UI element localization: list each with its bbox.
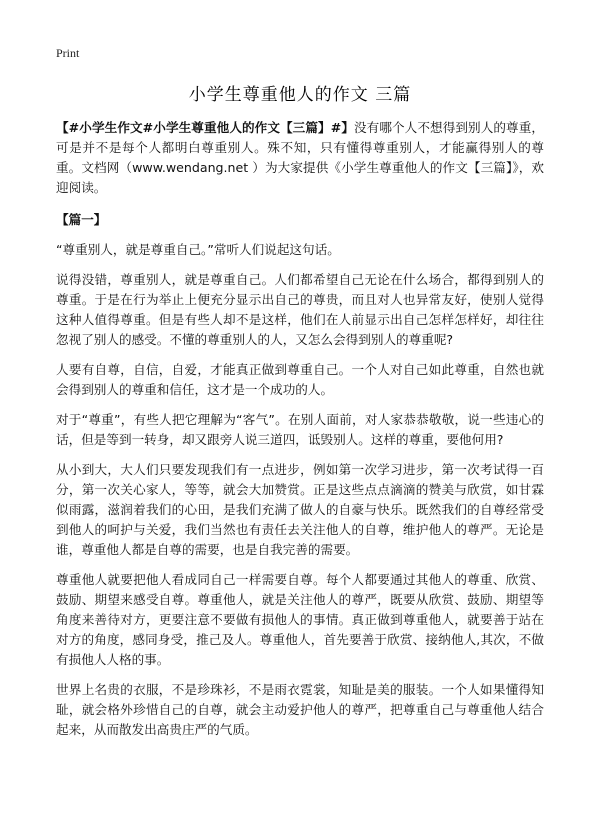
section-heading: 【篇一】 bbox=[56, 212, 107, 227]
article-body bbox=[56, 118, 544, 750]
paragraph: 人要有自尊，自信，自爱，才能真正做到尊重自己。一个人对自己如此尊重，自然也就会得到别人的尊重和信任，这才是一个成功的人。 bbox=[56, 362, 544, 397]
paragraph: 从小到大，大人们只要发现我们有一点进步，例如第一次学习进步，第一次考试得一百分，第一次关心家人，等等，就会大加赞赏。正是这些点点滴滴的赞美与欣赏，如甘霖似雨露，滋润着我们的心田，是我们充满了做人的自豪与快乐。既然我们的自尊经常受到他人的呵护与关爱，我们当然也有责任去关注他人的自尊，维护他人的尊严。无论是谁，尊重他人都是自尊的需要，也是自我完善的需要。 bbox=[56, 462, 544, 557]
intro-paragraph bbox=[56, 118, 544, 198]
paragraph: 世界上名贵的衣服，不是珍珠衫，不是雨衣霓裳，知耻是美的服装。一个人如果懂得知耻，就会格外珍惜自己的自尊，就会主动爱护他人的尊严，把尊重自己与尊重他人结合起来，从而散发出高贵庄严的气质。 bbox=[56, 682, 544, 737]
print-link[interactable]: Print bbox=[56, 46, 80, 60]
paragraph: 说得没错，尊重别人，就是尊重自己。人们都希望自己无论在什么场合，都得到别人的尊重。于是在行为举止上便充分显示出自己的尊贵，而且对人也异常友好，使别人觉得这种人值得尊重。但是有些人却不是这样，他们在人前显示出自己怎样怎样好，却往往忽视了别人的感受。不懂的尊重别人的人，又怎么会得到别人的尊重呢? bbox=[56, 272, 544, 347]
intro-text: 没有哪个人不想得到别人的尊重，可是并不是每个人都明白尊重别人。殊不知，只有懂得尊重别人，才能赢得别人的尊重。文档网（www.wendang.net ）为大家提供《小学生尊重他人的作文【三篇】》，欢迎阅读。 bbox=[56, 120, 544, 195]
intro-tags: 【#小学生作文#小学生尊重他人的作文【三篇】#】 bbox=[56, 120, 354, 135]
paragraph: 尊重他人就要把他人看成同自己一样需要自尊。每个人都要通过其他人的尊重、欣赏、鼓励、期望来感受自尊。尊重他人，就是关注他人的尊严，既要从欣赏、鼓励、期望等角度来善待对方，更要注意不要做有损他人的事情。真正做到尊重他人，就要善于站在对方的角度，感同身受，推己及人。尊重他人，首先要善于欣赏、接纳他人,其次，不做有损他人人格的事。 bbox=[56, 572, 544, 667]
paragraph: 对于“尊重”，有些人把它理解为“客气”。在别人面前，对人家恭恭敬敬，说一些违心的话，但是等到一转身，却又跟旁人说三道四，诋毁别人。这样的尊重，要他何用? bbox=[56, 412, 544, 447]
page-title: 小学生尊重他人的作文 三篇 bbox=[188, 85, 412, 105]
paragraph: “尊重别人，就是尊重自己。”常听人们说起这句话。 bbox=[56, 242, 340, 257]
